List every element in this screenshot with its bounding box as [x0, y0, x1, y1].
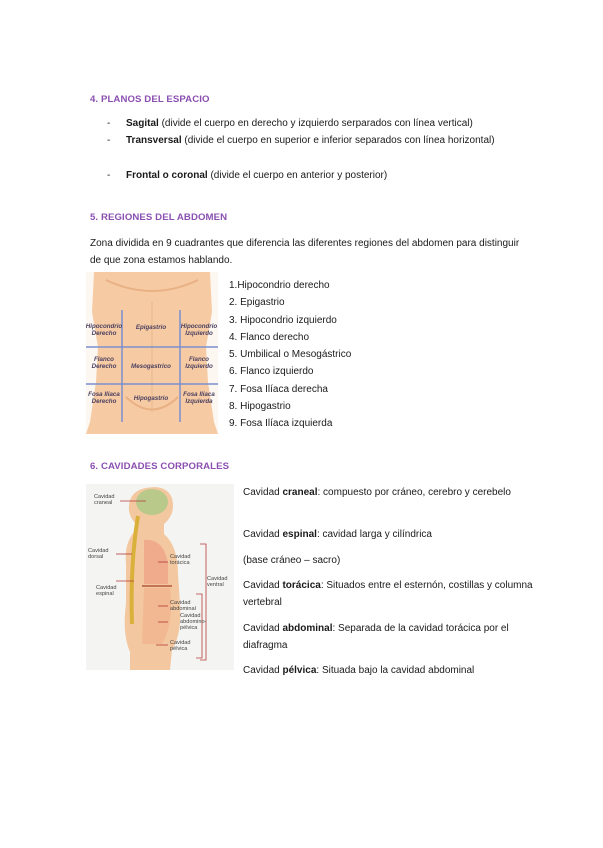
region-item: 4. Flanco derecho	[229, 332, 310, 343]
cavidad-pelvica-text: Cavidad pélvica: Situada bajo la cavidad abdominal	[243, 665, 475, 676]
bullet: -	[107, 118, 111, 129]
region-item: 2. Epigastrio	[229, 297, 285, 308]
label-cavidad-ventral: Cavidad ventral	[207, 576, 228, 588]
label-cavidad-abdominal: Cavidad abdominal	[170, 600, 196, 612]
label-flanco-izquierdo: Flanco Izquierdo	[185, 356, 213, 370]
regiones-intro: Zona dividida en 9 cuadrantes que diferencia las diferentes regiones del abdomen para distinguir de que zona estamos hablando.	[90, 238, 520, 266]
cavidad-espinal-range: (base cráneo – sacro)	[243, 555, 341, 566]
cavidad-craneal-text: Cavidad craneal: compuesto por cráneo, cerebro y cerebelo	[243, 487, 511, 498]
label-hipocondrio-izquierdo: Hipocondrio Izquierdo	[180, 323, 218, 337]
region-item: 8. Hipogastrio	[229, 401, 291, 412]
cavidad-abdominal-text: Cavidad abdominal: Separada de la cavidad torácica por el diafragma	[243, 623, 509, 651]
region-item: 5. Umbilical o Mesogástrico	[229, 349, 352, 360]
label-hipogastrio: Hipogastrio	[133, 395, 169, 402]
plane-sagital: Sagital (divide el cuerpo en derecho y izquierdo serparados con línea vertical)	[126, 118, 473, 129]
region-item: 7. Fosa Ilíaca derecha	[229, 384, 328, 395]
region-item: 6. Flanco izquierdo	[229, 366, 314, 377]
label-mesogastrico: Mesogastrico	[131, 363, 171, 370]
label-cavidad-craneal: Cavidad craneal	[94, 494, 115, 506]
abdomen-regions-image	[86, 272, 218, 434]
label-flanco-derecho: Flanco Derecho	[91, 356, 117, 370]
cavidad-toracica-text: Cavidad torácica: Situados entre el esternón, costillas y columna vertebral	[243, 580, 533, 608]
label-epigastrio: Epigastrio	[135, 324, 167, 331]
region-item: 1.Hipocondrio derecho	[229, 280, 330, 291]
section-title-planos: 4. PLANOS DEL ESPACIO	[90, 94, 210, 105]
label-fosa-iliaca-izquierda: Fosa Iliaca Izquierda	[183, 391, 215, 405]
region-item: 3. Hipocondrio izquierdo	[229, 315, 337, 326]
section-title-cavidades: 6. CAVIDADES CORPORALES	[90, 461, 230, 472]
section-title-regiones: 5. REGIONES DEL ABDOMEN	[90, 212, 228, 223]
label-cavidad-espinal: Cavidad espinal	[96, 585, 117, 597]
region-item: 9. Fosa Ilíaca izquierda	[229, 418, 333, 429]
plane-frontal: Frontal o coronal (divide el cuerpo en anterior y posterior)	[126, 170, 388, 181]
body-cavities-image	[86, 484, 234, 670]
label-fosa-iliaca-derecha: Fosa Iliaca Derecho	[88, 391, 120, 405]
label-cavidad-abdominopelvica: Cavidad abdomino-pélvica	[180, 613, 207, 631]
label-cavidad-dorsal: Cavidad dorsal	[88, 548, 109, 560]
cavidad-espinal-text: Cavidad espinal: cavidad larga y cilíndrica	[243, 529, 432, 540]
bullet: -	[107, 170, 111, 181]
label-cavidad-toracica: Cavidad torácica	[170, 554, 191, 566]
label-cavidad-pelvica: Cavidad pélvica	[170, 640, 191, 652]
plane-transversal: Transversal (divide el cuerpo en superior e inferior separados con línea horizontal)	[126, 135, 495, 146]
bullet: -	[107, 135, 111, 146]
label-hipocondrio-derecho: Hipocondrio Derecho	[86, 323, 123, 337]
